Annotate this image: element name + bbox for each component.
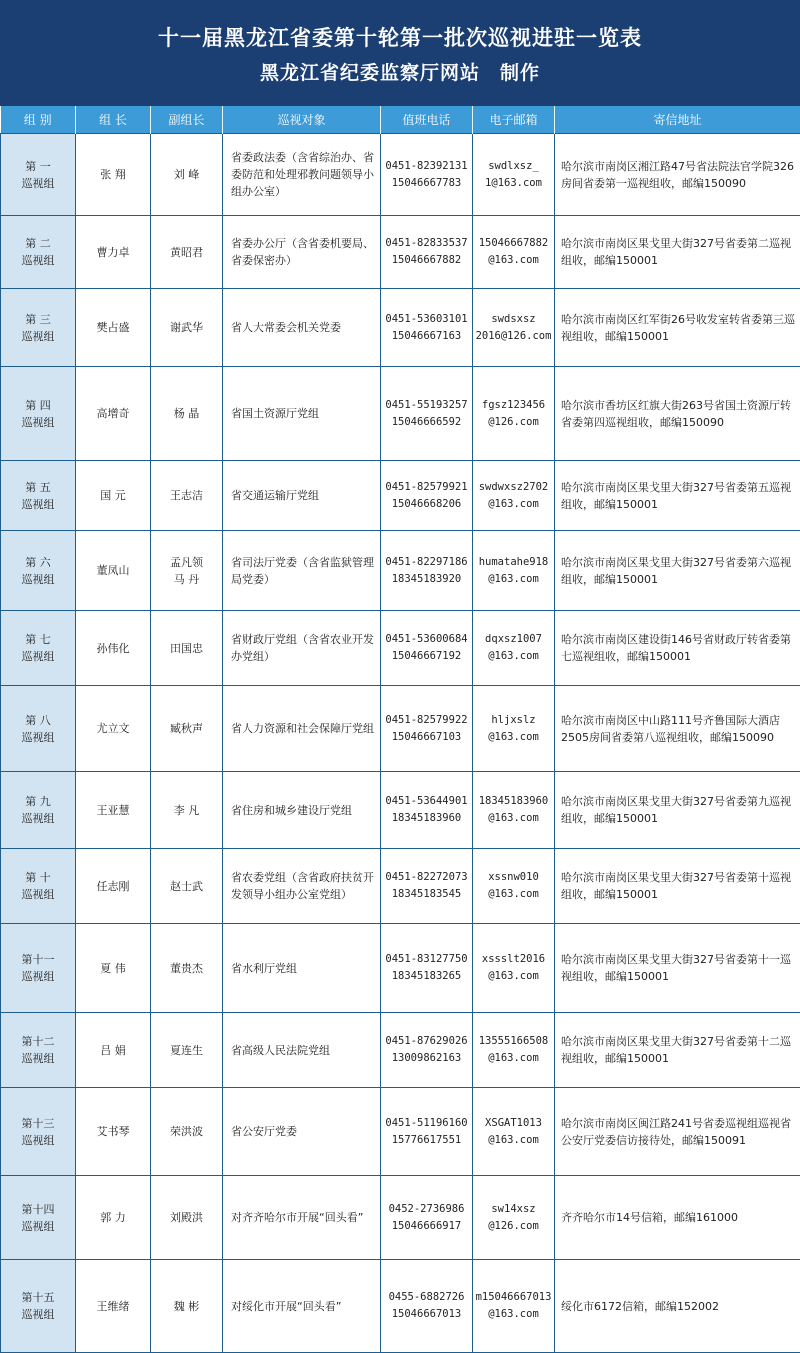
group-cell-line: 第 五 [3,479,73,496]
group-cell-line: 第 七 [3,631,73,648]
target-cell: 省农委党组（含省政府扶贫开发领导小组办公室党组） [223,849,381,924]
deputy-cell: 臧秋声 [151,686,223,772]
page-title: 十一届黑龙江省委第十轮第一批次巡视进驻一览表 [0,22,800,52]
address-cell: 哈尔滨市南岗区湘江路47号省法院法官学院326房间省委第一巡视组收，邮编150090 [555,134,800,216]
deputy-cell: 荣洪波 [151,1088,223,1176]
phone-cell-line: 0451-82392131 [383,158,470,175]
email-cell [473,531,555,611]
email-cell [473,924,555,1013]
phone-cell-line: 18345183265 [383,968,470,985]
deputy-cell: 刘殿洪 [151,1176,223,1260]
target-cell: 省人力资源和社会保障厅党组 [223,686,381,772]
address-cell: 哈尔滨市南岗区闽江路241号省委巡视组巡视省公安厅党委信访接待处，邮编150091 [555,1088,800,1176]
leader-cell: 高增奇 [76,367,151,461]
address-cell: 哈尔滨市香坊区红旗大街263号省国土资源厅转省委第四巡视组收，邮编150090 [555,367,800,461]
target-cell: 省国土资源厅党组 [223,367,381,461]
deputy-cell: 魏 彬 [151,1260,223,1353]
phone-cell-line: 0451-53603101 [383,311,470,328]
group-cell-line: 第十二 [3,1033,73,1050]
address-cell: 哈尔滨市南岗区果戈里大街327号省委第六巡视组收，邮编150001 [555,531,800,611]
email-cell [473,461,555,531]
email-cell [473,289,555,367]
group-cell-line: 第 六 [3,554,73,571]
group-cell [1,1260,76,1353]
email-cell [473,1176,555,1260]
group-cell [1,289,76,367]
group-cell-line: 巡视组 [3,252,73,269]
phone-cell-line: 0451-51196160 [383,1115,470,1132]
table-row [1,686,800,772]
group-cell [1,849,76,924]
phone-cell [381,1088,473,1176]
group-cell-line: 第 十 [3,869,73,886]
phone-cell-line: 15046667882 [383,252,470,269]
phone-cell [381,216,473,289]
leader-cell: 董凤山 [76,531,151,611]
email-cell [473,216,555,289]
leader-cell: 曹力卓 [76,216,151,289]
address-cell: 哈尔滨市南岗区果戈里大街327号省委第十二巡视组收，邮编150001 [555,1013,800,1088]
phone-cell [381,686,473,772]
phone-cell-line: 0451-55193257 [383,397,470,414]
col-header-group: 组 别 [1,106,76,134]
address-cell: 绥化市6172信箱，邮编152002 [555,1260,800,1353]
email-cell-line: 18345183960 [475,793,552,810]
email-cell-line: @163.com [475,648,552,665]
target-cell: 省财政厅党组（含省农业开发办党组） [223,611,381,686]
table-row [1,924,800,1013]
group-cell-line: 第十五 [3,1289,73,1306]
deputy-cell: 王志洁 [151,461,223,531]
leader-cell: 尤立文 [76,686,151,772]
table-row [1,1088,800,1176]
phone-cell [381,289,473,367]
table-row [1,461,800,531]
phone-cell-line: 0451-82272073 [383,869,470,886]
address-cell: 哈尔滨市南岗区果戈里大街327号省委第十巡视组收，邮编150001 [555,849,800,924]
deputy-cell: 董贵杰 [151,924,223,1013]
target-cell: 省司法厅党委（含省监狱管理局党委） [223,531,381,611]
deputy-cell: 夏连生 [151,1013,223,1088]
leader-cell: 张 翔 [76,134,151,216]
leader-cell: 吕 娟 [76,1013,151,1088]
email-cell-line: @163.com [475,810,552,827]
group-cell-line: 第 三 [3,311,73,328]
leader-cell: 国 元 [76,461,151,531]
group-cell [1,134,76,216]
phone-cell-line: 0451-82297186 [383,554,470,571]
table-header-row [1,106,800,134]
email-cell [473,1088,555,1176]
phone-cell-line: 15046667163 [383,328,470,345]
table-body [1,134,800,1353]
phone-cell-line: 0451-53644901 [383,793,470,810]
table-row [1,367,800,461]
group-cell-line: 巡视组 [3,729,73,746]
email-cell [473,1013,555,1088]
table-row [1,531,800,611]
col-header-email: 电子邮箱 [473,106,555,134]
group-cell-line: 巡视组 [3,1050,73,1067]
email-cell-line: @126.com [475,1218,552,1235]
phone-cell-line: 15046667783 [383,175,470,192]
phone-cell-line: 15046666592 [383,414,470,431]
phone-cell [381,611,473,686]
deputy-cell: 孟凡领 马 丹 [151,531,223,611]
page-subtitle: 黑龙江省纪委监察厅网站 制作 [0,58,800,85]
group-cell-line: 巡视组 [3,1132,73,1149]
email-cell-line: @163.com [475,496,552,513]
email-cell-line: @163.com [475,729,552,746]
phone-cell-line: 0451-83127750 [383,951,470,968]
group-cell-line: 第 二 [3,235,73,252]
group-cell-line: 巡视组 [3,886,73,903]
target-cell: 省交通运输厅党组 [223,461,381,531]
header-banner [0,0,800,106]
phone-cell-line: 0451-82579921 [383,479,470,496]
email-cell [473,611,555,686]
phone-cell-line: 15046667013 [383,1306,470,1323]
col-header-leader: 组 长 [76,106,151,134]
email-cell-line: 13555166508 [475,1033,552,1050]
group-cell [1,924,76,1013]
deputy-cell: 赵士武 [151,849,223,924]
group-cell [1,461,76,531]
phone-cell-line: 18345183545 [383,886,470,903]
phone-cell [381,849,473,924]
group-cell-line: 第十一 [3,951,73,968]
target-cell: 省委办公厅（含省委机要局、省委保密办） [223,216,381,289]
phone-cell [381,1260,473,1353]
target-cell: 省住房和城乡建设厅党组 [223,772,381,849]
phone-cell-line: 0451-87629026 [383,1033,470,1050]
address-cell: 齐齐哈尔市14号信箱，邮编161000 [555,1176,800,1260]
group-cell [1,1176,76,1260]
group-cell [1,611,76,686]
col-header-target: 巡视对象 [223,106,381,134]
target-cell: 省高级人民法院党组 [223,1013,381,1088]
leader-cell: 樊占盛 [76,289,151,367]
phone-cell-line: 0451-82833537 [383,235,470,252]
table-row [1,289,800,367]
target-cell: 省委政法委（含省综治办、省委防范和处理邪教问题领导小组办公室） [223,134,381,216]
group-cell [1,367,76,461]
phone-cell-line: 15046667103 [383,729,470,746]
email-cell-line: @126.com [475,414,552,431]
phone-cell [381,367,473,461]
email-cell-line: swdlxsz_ [475,158,552,175]
group-cell-line: 巡视组 [3,328,73,345]
deputy-cell: 刘 峰 [151,134,223,216]
email-cell-line: @163.com [475,886,552,903]
phone-cell-line: 0455-6882726 [383,1289,470,1306]
group-cell-line: 巡视组 [3,1218,73,1235]
target-cell: 省水利厅党组 [223,924,381,1013]
deputy-cell: 田国忠 [151,611,223,686]
col-header-address: 寄信地址 [555,106,800,134]
table-row [1,849,800,924]
target-cell: 对齐齐哈尔市开展“回头看” [223,1176,381,1260]
group-cell-line: 第十三 [3,1115,73,1132]
group-cell-line: 巡视组 [3,571,73,588]
table-row [1,611,800,686]
email-cell [473,849,555,924]
group-cell-line: 巡视组 [3,648,73,665]
table-row [1,216,800,289]
deputy-cell: 黄昭君 [151,216,223,289]
phone-cell-line: 0451-53600684 [383,631,470,648]
address-cell: 哈尔滨市南岗区建设街146号省财政厅转省委第七巡视组收，邮编150001 [555,611,800,686]
address-cell: 哈尔滨市南岗区中山路111号齐鲁国际大酒店2505房间省委第八巡视组收，邮编150090 [555,686,800,772]
email-cell-line: sw14xsz [475,1201,552,1218]
phone-cell-line: 15046667192 [383,648,470,665]
table-row [1,1176,800,1260]
phone-cell-line: 18345183920 [383,571,470,588]
group-cell-line: 第十四 [3,1201,73,1218]
email-cell-line: dqxsz1007 [475,631,552,648]
email-cell-line: hljxslz [475,712,552,729]
deputy-cell: 谢武华 [151,289,223,367]
phone-cell-line: 15046668206 [383,496,470,513]
group-cell-line: 巡视组 [3,414,73,431]
email-cell-line: @163.com [475,1306,552,1323]
group-cell [1,531,76,611]
email-cell [473,686,555,772]
group-cell-line: 第 四 [3,397,73,414]
phone-cell-line: 0451-82579922 [383,712,470,729]
table-row [1,1260,800,1353]
email-cell-line: @163.com [475,1050,552,1067]
phone-cell-line: 15046666917 [383,1218,470,1235]
email-cell-line: xssslt2016 [475,951,552,968]
email-cell-line: swdsxsz [475,311,552,328]
deputy-cell: 李 凡 [151,772,223,849]
email-cell-line: @163.com [475,252,552,269]
address-cell: 哈尔滨市南岗区红军街26号收发室转省委第三巡视组收，邮编150001 [555,289,800,367]
email-cell-line: humatahe918 [475,554,552,571]
col-header-phone: 值班电话 [381,106,473,134]
table-row [1,1013,800,1088]
email-cell-line: @163.com [475,1132,552,1149]
group-cell-line: 第 八 [3,712,73,729]
address-cell: 哈尔滨市南岗区果戈里大街327号省委第五巡视组收，邮编150001 [555,461,800,531]
group-cell-line: 巡视组 [3,496,73,513]
table-row [1,134,800,216]
phone-cell [381,531,473,611]
email-cell-line: 1@163.com [475,175,552,192]
phone-cell [381,461,473,531]
email-cell-line: m15046667013 [475,1289,552,1306]
leader-cell: 孙伟化 [76,611,151,686]
email-cell-line: fgsz123456 [475,397,552,414]
group-cell-line: 巡视组 [3,1306,73,1323]
leader-cell: 王亚慧 [76,772,151,849]
leader-cell: 王维绪 [76,1260,151,1353]
group-cell-line: 巡视组 [3,810,73,827]
group-cell [1,216,76,289]
phone-cell [381,924,473,1013]
email-cell-line: swdwxsz2702 [475,479,552,496]
phone-cell [381,1013,473,1088]
email-cell-line: @163.com [475,571,552,588]
group-cell-line: 巡视组 [3,968,73,985]
group-cell [1,1013,76,1088]
group-cell [1,1088,76,1176]
phone-cell-line: 15776617551 [383,1132,470,1149]
email-cell [473,1260,555,1353]
group-cell-line: 第 九 [3,793,73,810]
email-cell [473,367,555,461]
email-cell-line: @163.com [475,968,552,985]
email-cell-line: XSGAT1013 [475,1115,552,1132]
phone-cell-line: 0452-2736986 [383,1201,470,1218]
phone-cell-line: 18345183960 [383,810,470,827]
col-header-deputy: 副组长 [151,106,223,134]
phone-cell [381,772,473,849]
email-cell-line: xssnw010 [475,869,552,886]
phone-cell [381,1176,473,1260]
leader-cell: 夏 伟 [76,924,151,1013]
phone-cell [381,134,473,216]
table-row [1,772,800,849]
target-cell: 对绥化市开展“回头看” [223,1260,381,1353]
inspection-table [0,106,800,1353]
email-cell [473,772,555,849]
leader-cell: 艾书琴 [76,1088,151,1176]
group-cell [1,772,76,849]
leader-cell: 郭 力 [76,1176,151,1260]
target-cell: 省公安厅党委 [223,1088,381,1176]
email-cell [473,134,555,216]
group-cell-line: 巡视组 [3,175,73,192]
leader-cell: 任志刚 [76,849,151,924]
target-cell: 省人大常委会机关党委 [223,289,381,367]
deputy-cell: 杨 晶 [151,367,223,461]
address-cell: 哈尔滨市南岗区果戈里大街327号省委第二巡视组收，邮编150001 [555,216,800,289]
address-cell: 哈尔滨市南岗区果戈里大街327号省委第九巡视组收，邮编150001 [555,772,800,849]
email-cell-line: 15046667882 [475,235,552,252]
email-cell-line: 2016@126.com [475,328,552,345]
group-cell-line: 第 一 [3,158,73,175]
address-cell: 哈尔滨市南岗区果戈里大街327号省委第十一巡视组收，邮编150001 [555,924,800,1013]
group-cell [1,686,76,772]
phone-cell-line: 13009862163 [383,1050,470,1067]
